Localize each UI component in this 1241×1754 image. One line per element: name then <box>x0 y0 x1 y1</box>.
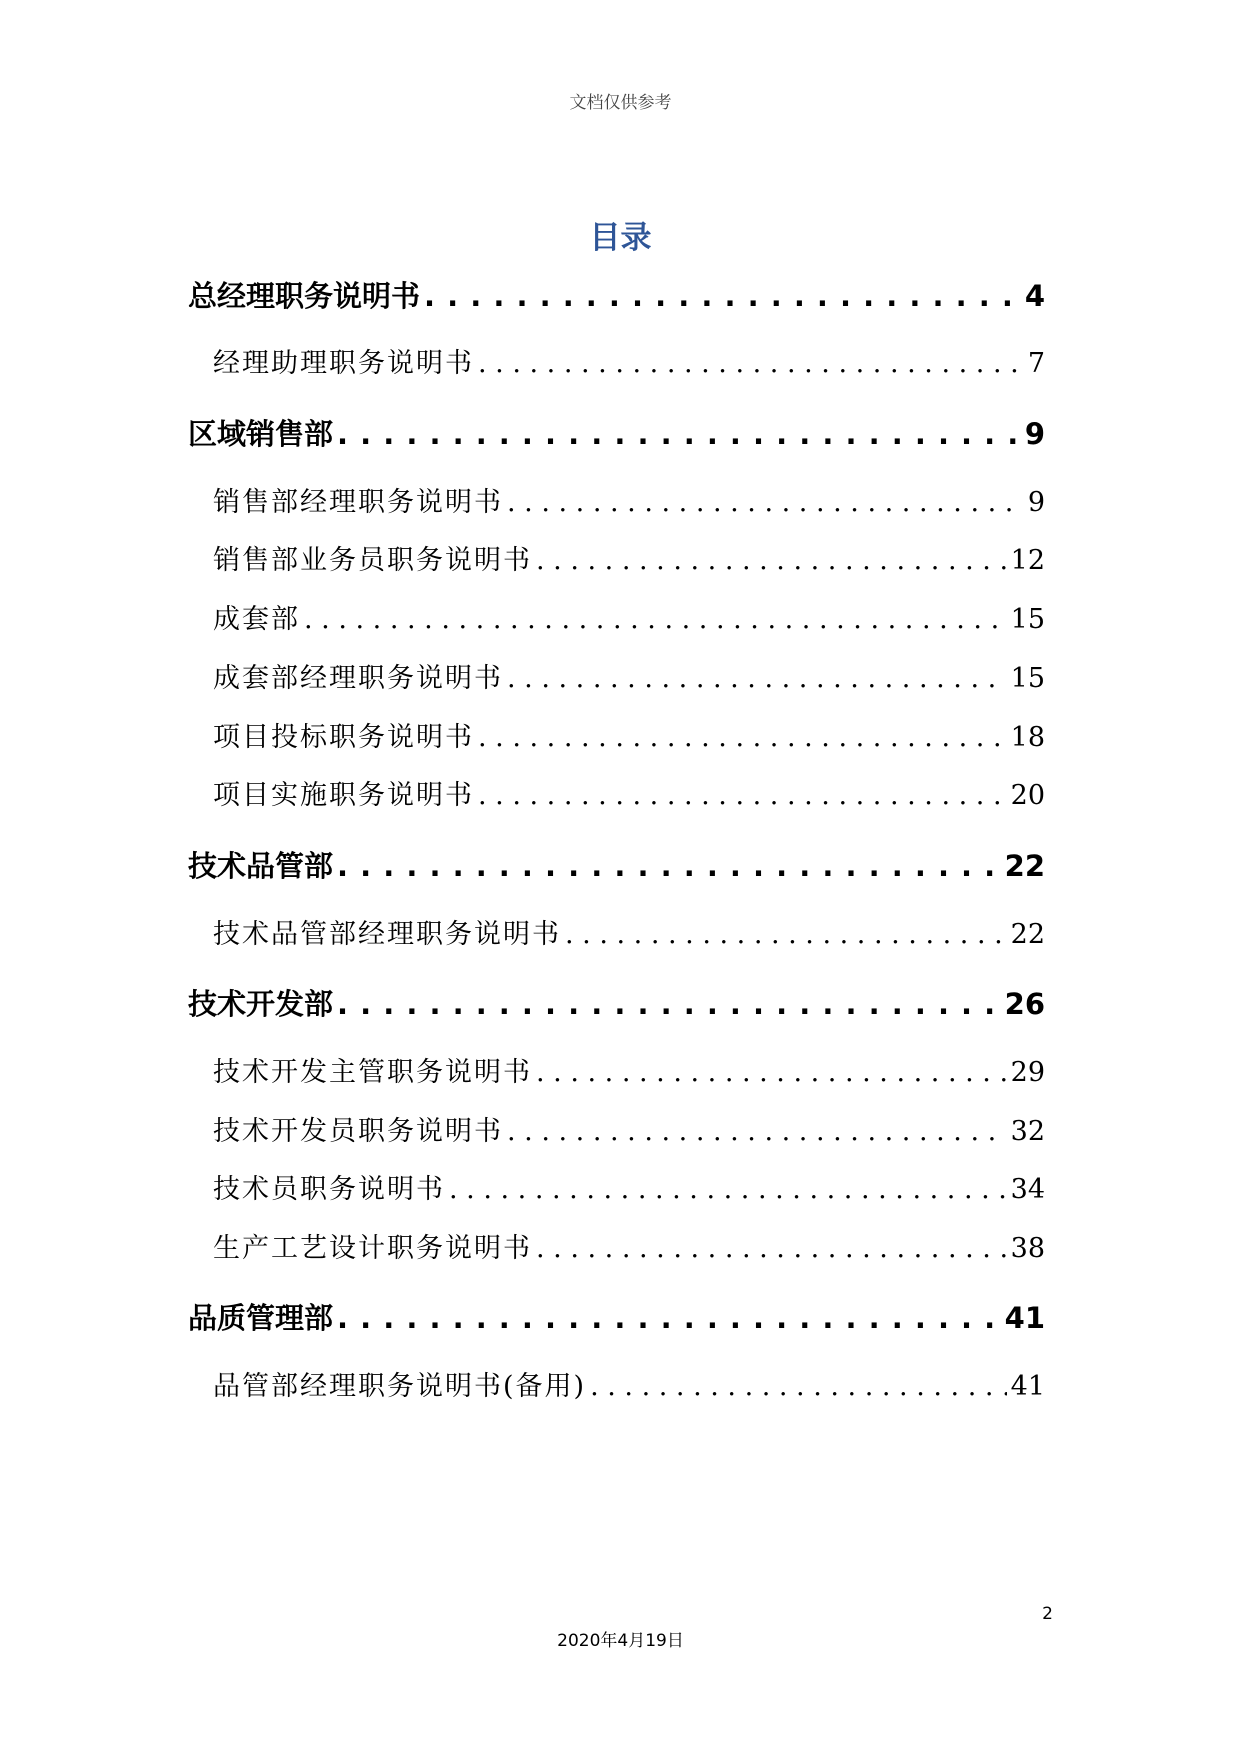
toc-subsection-entry[interactable] <box>213 1229 1045 1269</box>
toc-entry-page-number: 18 <box>1010 722 1045 753</box>
toc-dot-leader <box>507 659 1007 699</box>
toc-entry-page-number: 7 <box>1027 348 1045 379</box>
toc-entry-page-number: 38 <box>1010 1233 1045 1264</box>
toc-entry-label: 项目实施职务说明书 <box>213 780 474 811</box>
toc-section-entry[interactable] <box>188 983 1045 1025</box>
document-header: 文档仅供参考 <box>569 93 672 113</box>
toc-dot-leader <box>337 845 1001 887</box>
toc-dot-leader <box>337 1297 1001 1339</box>
toc-entry-page-number: 34 <box>1010 1174 1045 1205</box>
toc-entry-label: 技术开发部 <box>188 987 334 1021</box>
toc-subsection-entry[interactable] <box>213 659 1045 699</box>
toc-dot-leader <box>337 983 1001 1025</box>
toc-dot-leader <box>507 1112 1007 1152</box>
toc-entry-label: 技术开发员职务说明书 <box>213 1116 503 1147</box>
toc-subsection-entry[interactable] <box>213 1112 1045 1152</box>
toc-entry-page-number: 26 <box>1004 987 1045 1021</box>
toc-entry-page-number: 12 <box>1010 545 1045 576</box>
toc-dot-leader <box>449 1170 1007 1210</box>
toc-entry-page-number: 41 <box>1010 1371 1045 1402</box>
toc-entry-label: 销售部业务员职务说明书 <box>213 545 532 576</box>
toc-subsection-entry[interactable] <box>213 344 1045 384</box>
toc-dot-leader <box>536 1229 1007 1269</box>
toc-entry-page-number: 32 <box>1010 1116 1045 1147</box>
toc-subsection-entry[interactable] <box>213 1170 1045 1210</box>
toc-entry-page-number: 22 <box>1004 849 1045 883</box>
toc-entry-label: 项目投标职务说明书 <box>213 722 474 753</box>
toc-dot-leader <box>507 483 1024 523</box>
toc-entry-page-number: 9 <box>1024 417 1045 451</box>
footer-date: 2020年4月19日 <box>557 1631 684 1651</box>
toc-entry-label: 生产工艺设计职务说明书 <box>213 1233 532 1264</box>
toc-entry-label: 技术品管部 <box>188 849 334 883</box>
toc-section-entry[interactable] <box>188 1297 1045 1339</box>
toc-entry-page-number: 20 <box>1010 780 1045 811</box>
page-number: 2 <box>1042 1604 1053 1624</box>
toc-subsection-entry[interactable] <box>213 718 1045 758</box>
toc-dot-leader <box>478 718 1007 758</box>
toc-dot-leader <box>536 541 1007 581</box>
toc-entry-page-number: 15 <box>1010 663 1045 694</box>
toc-subsection-entry[interactable] <box>213 600 1045 640</box>
toc-entry-page-number: 22 <box>1010 919 1045 950</box>
toc-section-entry[interactable] <box>188 845 1045 887</box>
toc-entry-page-number: 15 <box>1010 604 1045 635</box>
toc-entry-label: 经理助理职务说明书 <box>213 348 474 379</box>
toc-entry-label: 总经理职务说明书 <box>188 279 421 313</box>
toc-subsection-entry[interactable] <box>213 541 1045 581</box>
toc-dot-leader <box>478 776 1007 816</box>
toc-entry-label: 区域销售部 <box>188 417 334 451</box>
toc-entry-label: 销售部经理职务说明书 <box>213 487 503 518</box>
toc-subsection-entry[interactable] <box>213 1367 1045 1407</box>
toc-entry-label: 成套部 <box>213 604 300 635</box>
toc-subsection-entry[interactable] <box>213 1053 1045 1093</box>
toc-dot-leader <box>565 915 1007 955</box>
toc-dot-leader <box>478 344 1024 384</box>
toc-dot-leader <box>304 600 1007 640</box>
toc-entry-page-number: 29 <box>1010 1057 1045 1088</box>
toc-entry-page-number: 4 <box>1024 279 1045 313</box>
toc-subsection-entry[interactable] <box>213 776 1045 816</box>
toc-dot-leader <box>536 1053 1007 1093</box>
toc-section-entry[interactable] <box>188 275 1045 317</box>
toc-entry-page-number: 9 <box>1027 487 1045 518</box>
toc-entry-label: 技术员职务说明书 <box>213 1174 445 1205</box>
toc-title: 目录 <box>589 220 652 256</box>
toc-dot-leader <box>590 1367 1007 1407</box>
toc-section-entry[interactable] <box>188 413 1045 455</box>
toc-entry-page-number: 41 <box>1004 1301 1045 1335</box>
toc-dot-leader <box>337 413 1021 455</box>
toc-entry-label: 成套部经理职务说明书 <box>213 663 503 694</box>
toc-entry-label: 品管部经理职务说明书(备用) <box>213 1371 587 1402</box>
toc-entry-label: 品质管理部 <box>188 1301 334 1335</box>
toc-entry-label: 技术开发主管职务说明书 <box>213 1057 532 1088</box>
toc-subsection-entry[interactable] <box>213 483 1045 523</box>
toc-subsection-entry[interactable] <box>213 915 1045 955</box>
toc-dot-leader <box>424 275 1021 317</box>
toc-entry-label: 技术品管部经理职务说明书 <box>213 919 561 950</box>
